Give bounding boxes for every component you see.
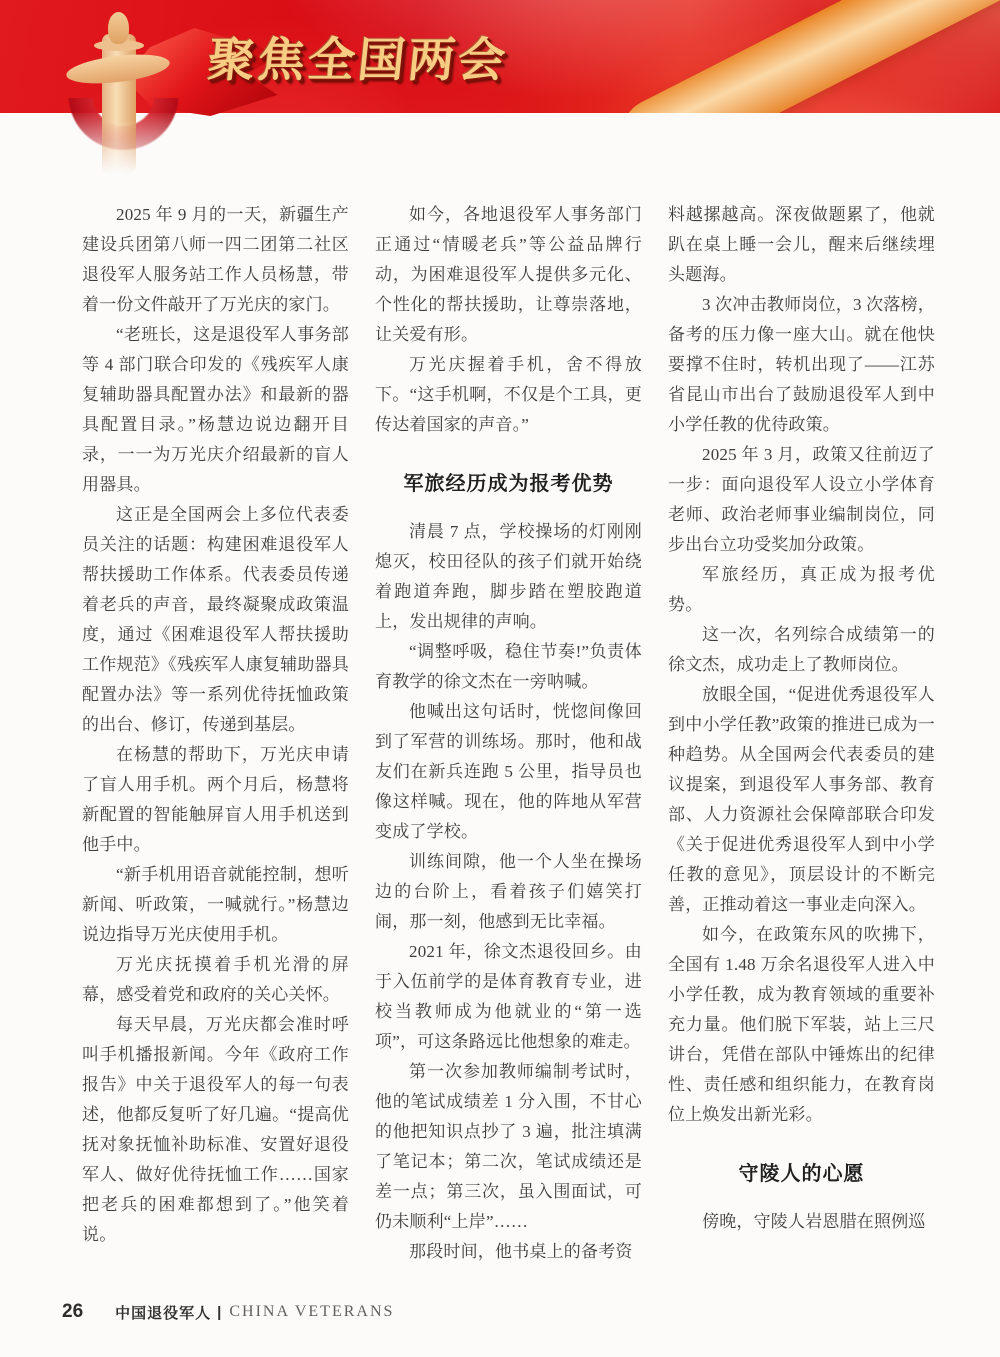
article-paragraph: 第一次参加教师编制考试时，他的笔试成绩差 1 分入围，不甘心的他把知识点抄了 3 遍，批注填满了笔记本；第二次，笔试成绩还是差一点；第三次，虽入围面试，可仍未顺利“上岸”…… <box>375 1062 642 1231</box>
magazine-name-en: CHINA VETERANS <box>229 1303 395 1320</box>
article-paragraph: 训练间隙，他一个人坐在操场边的台阶上，看着孩子们嬉笑打闹，那一刻，他感到无比幸福。 <box>375 852 642 931</box>
banner-title: 聚焦全国两会 <box>205 33 511 86</box>
article-column-1 <box>82 200 349 1275</box>
section-heading: 守陵人的心愿 <box>738 1163 865 1185</box>
article-column-2 <box>375 200 642 1275</box>
page-number: 26 <box>62 1301 84 1322</box>
footer-divider-icon: | <box>217 1303 222 1321</box>
article-paragraph: 万光庆抚摸着手机光滑的屏幕，感受着党和政府的关心关怀。 <box>82 955 349 1004</box>
article-paragraph: 3 次冲击教师岗位，3 次落榜，备考的压力像一座大山。就在他快要撑不住时，转机出现了——江苏省昆山市出台了鼓励退役军人到中小学任教的优待政策。 <box>668 295 935 434</box>
section-heading: 军旅经历成为报考优势 <box>403 473 614 495</box>
article-paragraph: 傍晚，守陵人岩恩腊在照例巡 <box>702 1212 926 1231</box>
article-paragraph: 这一次，名列综合成绩第一的徐文杰，成功走上了教师岗位。 <box>668 625 935 674</box>
article-paragraph: “新手机用语音就能控制，想听新闻、听政策，一喊就行。”杨慧边说边指导万光庆使用手机。 <box>82 865 349 944</box>
huabiao-figure-icon <box>108 12 129 44</box>
article-column-3 <box>668 200 935 1275</box>
article-paragraph: 如今，各地退役军人事务部门正通过“情暖老兵”等公益品牌行动，为困难退役军人提供多元化、个性化的帮扶援助，让尊崇落地，让关爱有形。 <box>375 205 642 344</box>
article-paragraph: 在杨慧的帮助下，万光庆申请了盲人用手机。两个月后，杨慧将新配置的智能触屏盲人用手机送到他手中。 <box>82 745 349 854</box>
article-paragraph: 2021 年，徐文杰退役回乡。由于入伍前学的是体育教育专业，进校当教师成为他就业的“第一选项”，可这条路远比他想象的难走。 <box>375 942 642 1051</box>
article-paragraph: 每天早晨，万光庆都会准时呼叫手机播报新闻。今年《政府工作报告》中关于退役军人的每一句表述，他都反复听了好几遍。“提高优抚对象抚恤补助标准、安置好退役军人、做好优待抚恤工作……国家把老兵的困难都想到了。”他笑着说。 <box>82 1015 349 1244</box>
article-paragraph: “老班长，这是退役军人事务部等 4 部门联合印发的《残疾军人康复辅助器具配置办法》和最新的器具配置目录。”杨慧边说边翻开目录，一一为万光庆介绍最新的盲人用器具。 <box>82 325 349 494</box>
article-paragraph: 放眼全国，“促进优秀退役军人到中小学任教”政策的推进已成为一种趋势。从全国两会代表委员的建议提案，到退役军人事务部、教育部、人力资源社会保障部联合印发《关于促进优秀退役军人到中小学任教的意见》，顶层设计的不断完善，正推动着这一事业走向深入。 <box>668 685 935 914</box>
article-paragraph: 清晨 7 点，学校操场的灯刚刚熄灭，校田径队的孩子们就开始绕着跑道奔跑，脚步踏在塑胶跑道上，发出规律的声响。 <box>375 522 642 631</box>
article-paragraph: 2025 年 3 月，政策又往前迈了一步：面向退役军人设立小学体育老师、政治老师事业编制岗位，同步出台立功受奖加分政策。 <box>668 445 935 554</box>
article-body <box>82 200 935 1275</box>
magazine-name-cn: 中国退役军人 <box>115 1304 212 1322</box>
article-paragraph: 军旅经历，真正成为报考优势。 <box>668 565 935 614</box>
article-paragraph: 他喊出这句话时，恍惚间像回到了军营的训练场。那时，他和战友们在新兵连跑 5 公里，指导员也像这样喊。现在，他的阵地从军营变成了学校。 <box>375 702 642 841</box>
article-paragraph: 料越摞越高。深夜做题累了，他就趴在桌上睡一会儿，醒来后继续埋头题海。 <box>668 205 935 284</box>
gold-silk-ribbon-icon <box>609 0 1000 113</box>
article-paragraph: “调整呼吸，稳住节奏!”负责体育教学的徐文杰在一旁呐喊。 <box>375 642 642 691</box>
article-paragraph: 那段时间，他书桌上的备考资 <box>409 1242 633 1261</box>
article-paragraph: 如今，在政策东风的吹拂下，全国有 1.48 万余名退役军人进入中小学任教，成为教育领域的重要补充力量。他们脱下军装，站上三尺讲台，凭借在部队中锤炼出的纪律性、责任感和组织能力，在教育岗位上焕发出新光彩。 <box>668 925 935 1124</box>
article-paragraph: 万光庆握着手机，舍不得放下。“这手机啊，不仅是个工具，更传达着国家的声音。” <box>375 355 642 434</box>
page-banner <box>0 0 1000 113</box>
page-footer <box>62 1300 394 1324</box>
article-paragraph: 这正是全国两会上多位代表委员关注的话题：构建困难退役军人帮扶援助工作体系。代表委员传递着老兵的声音，最终凝聚成政策温度，通过《困难退役军人帮扶援助工作规范》《残疾军人康复辅助器具配置办法》等一系列优待抚恤政策的出台、修订，传递到基层。 <box>82 505 349 734</box>
article-paragraph: 2025 年 9 月的一天，新疆生产建设兵团第八师一四二团第二社区退役军人服务站工作人员杨慧，带着一份文件敲开了万光庆的家门。 <box>82 205 349 314</box>
